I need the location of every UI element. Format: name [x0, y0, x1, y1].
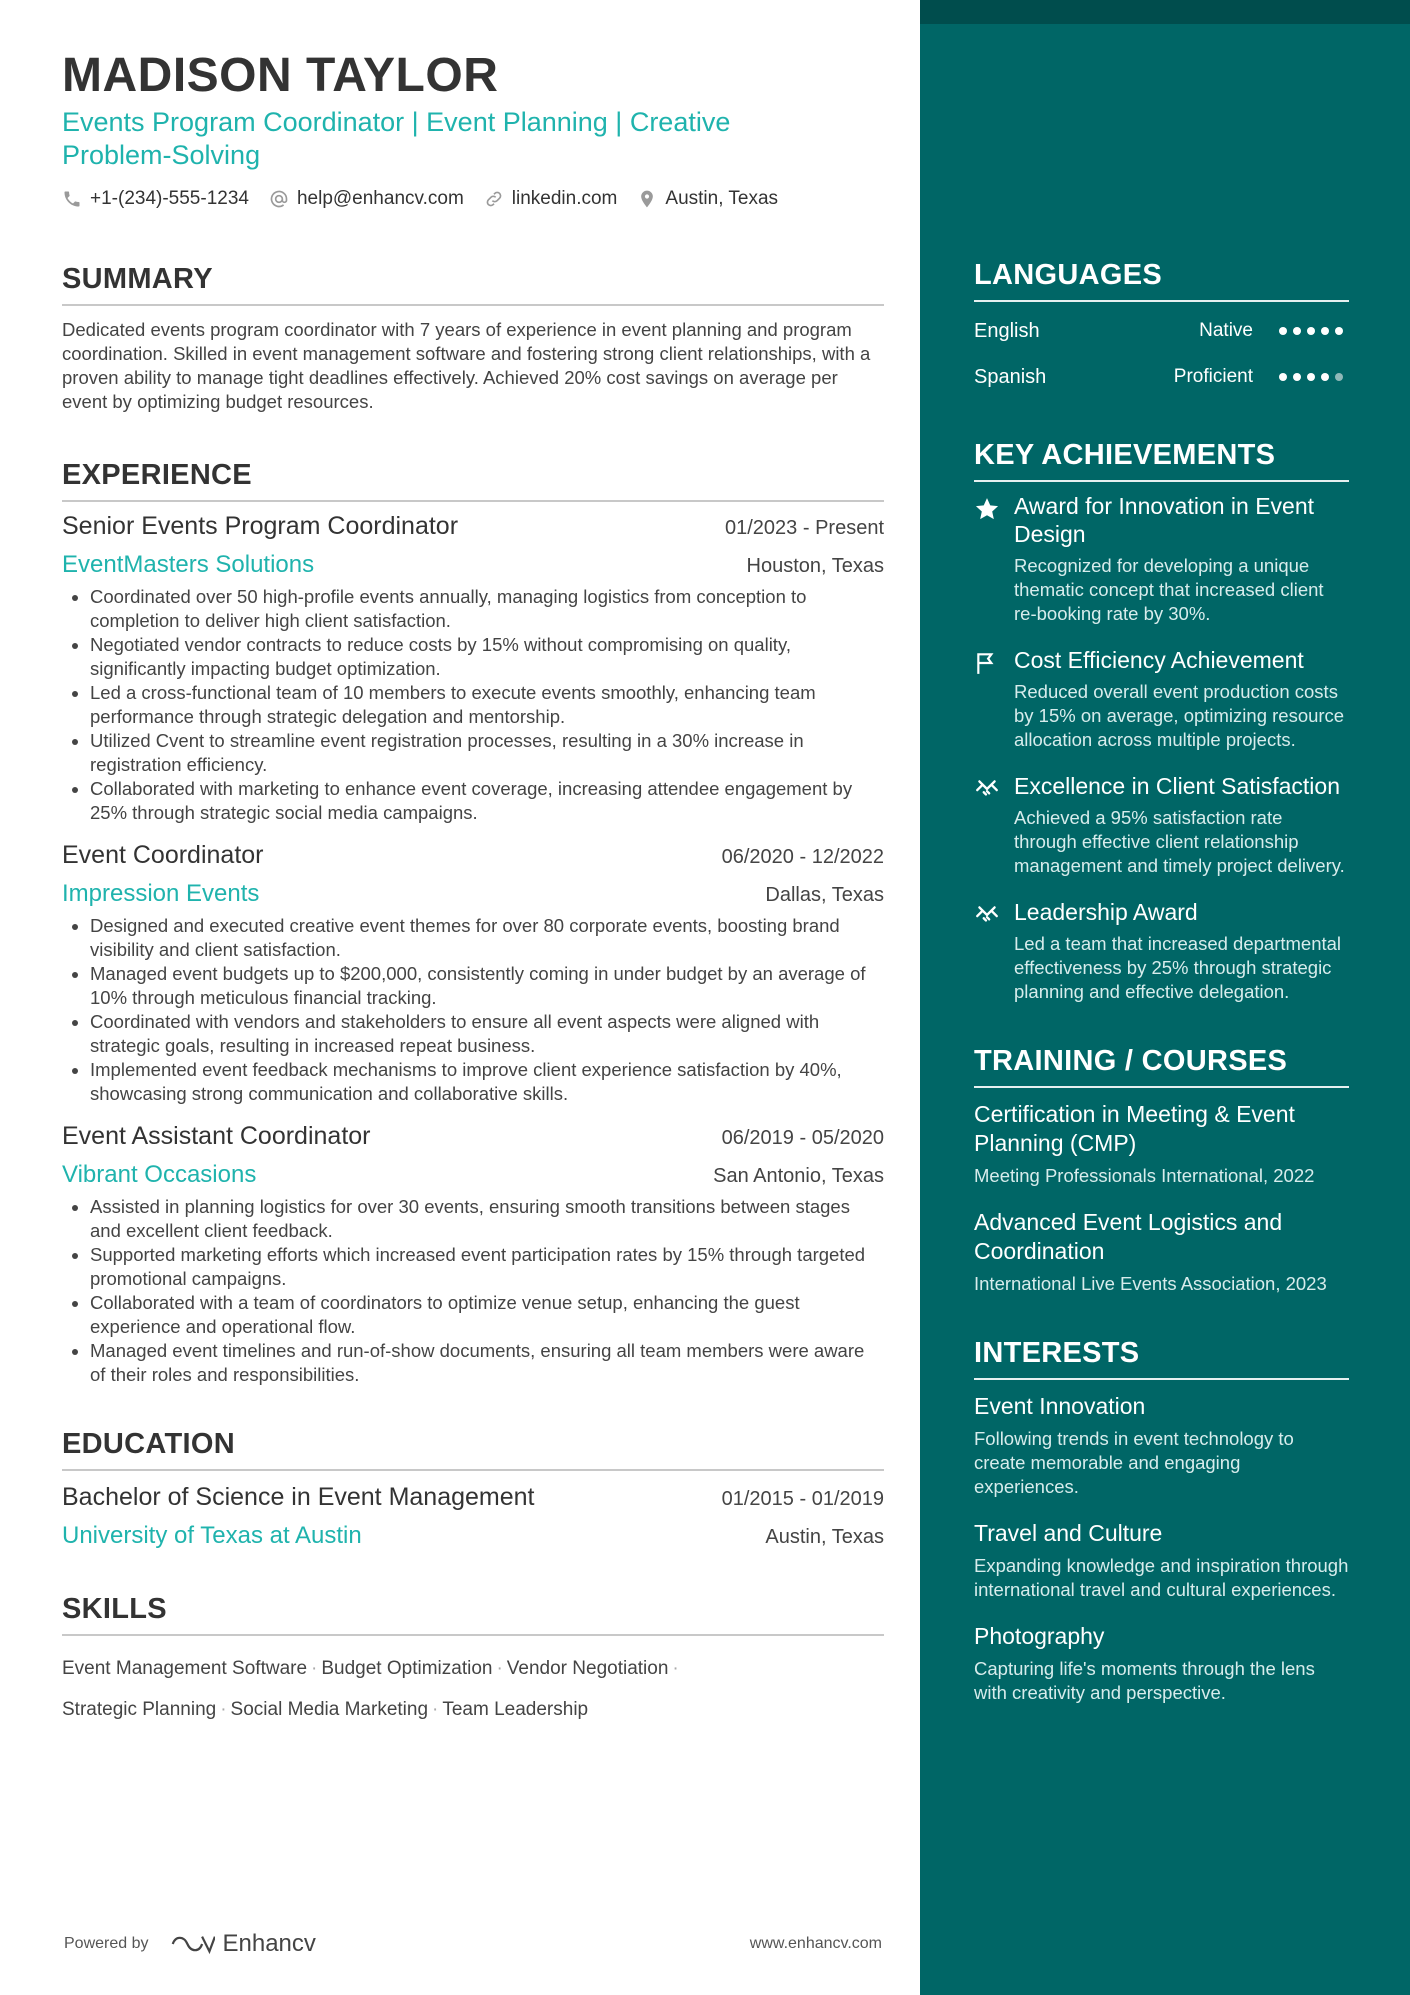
powered-by-text: Powered by: [64, 1935, 149, 1952]
job-dates: 06/2020 - 12/2022: [721, 846, 884, 868]
interests-heading: INTERESTS: [974, 1337, 1140, 1369]
interest-title: Event Innovation: [974, 1393, 1146, 1419]
handshake-icon: [974, 898, 1004, 1004]
achievement-body: [1014, 492, 1349, 626]
course-item: [974, 1100, 1349, 1188]
language-row: [974, 360, 1349, 394]
interest-item: [974, 1392, 1349, 1499]
brand-name: Enhancv: [222, 1930, 316, 1957]
company-name: Impression Events: [62, 880, 260, 907]
at-icon: [269, 189, 289, 209]
achievement-body: [1014, 646, 1349, 752]
website-link[interactable]: www.enhancv.com: [749, 1935, 882, 1952]
brand-logo[interactable]: [169, 1930, 316, 1958]
job-bullet: • Implemented event feedback mechanisms to improve client experience satisfaction by 40%, showcasing strong communication and collaborative skills.: [90, 1058, 884, 1106]
achievements-heading: KEY ACHIEVEMENTS: [974, 439, 1276, 471]
job-dates: 01/2023 - Present: [725, 517, 884, 539]
contact-bar: [62, 188, 884, 210]
summary-text: Dedicated events program coordinator with 7 years of experience in event planning and program coordination. Skilled in event management software and fostering strong client relationships, with a proven ability to manage tight deadlines effectively. Achieved 20% cost savings on average per event by optimizing budget resources.: [62, 319, 871, 412]
job-bullet: • Managed event timelines and run-of-show documents, ensuring all team members were aware of their roles and responsibilities.: [90, 1339, 884, 1387]
skills-section: [62, 1592, 884, 1730]
candidate-title: Events Program Coordinator | Event Planning | Creative Problem-Solving: [62, 107, 731, 170]
sidebar-top-band: [920, 0, 1410, 24]
interest-desc: Capturing life's moments through the lens with creativity and perspective.: [974, 1658, 1315, 1703]
achievement-body: [1014, 898, 1349, 1004]
skill-separator: ·: [432, 1699, 439, 1720]
achievement-title: Leadership Award: [1014, 899, 1198, 925]
achievement-body: [1014, 772, 1349, 878]
job-bullet: • Designed and executed creative event themes for over 80 corporate events, boosting brand visibility and client satisfaction.: [90, 914, 884, 962]
skill-item: Budget Optimization: [321, 1658, 493, 1679]
interest-desc: Expanding knowledge and inspiration through international travel and cultural experiences.: [974, 1555, 1349, 1600]
main-column: [62, 48, 884, 1730]
flag-icon: [974, 646, 1004, 752]
experience-section: [62, 458, 884, 1387]
education-section: [62, 1427, 884, 1550]
education-school-row: [62, 1522, 884, 1550]
phone-text: +1-(234)-555-1234: [90, 188, 249, 209]
degree: Bachelor of Science in Event Management: [62, 1483, 535, 1511]
section-divider: [974, 480, 1349, 482]
job-bullet: • Led a cross-functional team of 10 members to execute events smoothly, enhancing team performance through strategic delegation and mentorship.: [90, 681, 884, 729]
section-divider: [62, 304, 884, 306]
location-pin-icon: [637, 189, 657, 209]
summary-section: [62, 262, 884, 414]
language-name: Spanish: [974, 365, 1047, 388]
proficiency-dot-filled: [1335, 327, 1343, 335]
section-divider: [974, 1378, 1349, 1380]
skill-separator: ·: [672, 1658, 679, 1679]
job-bullets: [62, 1195, 884, 1387]
proficiency-dot-empty: [1335, 373, 1343, 381]
job-header-row: [62, 512, 884, 541]
job-bullet: • Assisted in planning logistics for over 30 events, ensuring smooth transitions between stages and excellent client feedback.: [90, 1195, 884, 1243]
training-section: [974, 1044, 1349, 1296]
interest-title: Photography: [974, 1623, 1105, 1649]
interest-item: [974, 1622, 1349, 1705]
job-bullet: • Coordinated with vendors and stakeholders to ensure all event aspects were aligned with strategic goals, resulting in increased repeat business.: [90, 1010, 884, 1058]
language-level: Native: [1199, 320, 1253, 341]
skill-item: Vendor Negotiation: [506, 1658, 669, 1679]
proficiency-dot-filled: [1279, 327, 1287, 335]
job-bullet: • Collaborated with marketing to enhance event coverage, increasing attendee engagement by 25% through strategic social media campaigns.: [90, 777, 884, 825]
linkedin-text: linkedin.com: [511, 188, 618, 209]
job-location: San Antonio, Texas: [713, 1165, 884, 1187]
achievement-item: [974, 772, 1349, 878]
proficiency-dot-filled: [1307, 373, 1315, 381]
achievement-item: [974, 898, 1349, 1004]
language-name: English: [974, 319, 1040, 342]
proficiency-dot-filled: [1279, 373, 1287, 381]
skills-list: [62, 1648, 884, 1730]
education-heading: EDUCATION: [62, 1428, 235, 1460]
contact-email[interactable]: [269, 188, 464, 210]
job-entry: [62, 512, 884, 825]
training-heading: TRAINING / COURSES: [974, 1045, 1288, 1077]
location-text: Austin, Texas: [665, 188, 779, 209]
job-company-row: [62, 551, 884, 579]
candidate-name: MADISON TAYLOR: [62, 49, 499, 102]
job-bullet: • Managed event budgets up to $200,000, consistently coming in under budget by an average of 10% through meticulous financial tracking.: [90, 962, 884, 1010]
sidebar: [920, 0, 1410, 1995]
section-divider: [974, 300, 1349, 302]
section-divider: [62, 1469, 884, 1471]
skill-item: Social Media Marketing: [230, 1699, 429, 1720]
job-bullet: • Utilized Cvent to streamline event registration processes, resulting in a 30% increase in registration efficiency.: [90, 729, 884, 777]
interest-title: Travel and Culture: [974, 1520, 1163, 1546]
contact-linkedin[interactable]: [484, 188, 618, 210]
interest-item: [974, 1519, 1349, 1602]
link-icon: [484, 189, 504, 209]
proficiency-dot-filled: [1321, 373, 1329, 381]
language-proficiency-dots: [1279, 327, 1349, 335]
skill-item: Event Management Software: [62, 1658, 308, 1679]
company-name: EventMasters Solutions: [62, 551, 315, 578]
job-title: Event Assistant Coordinator: [62, 1122, 371, 1150]
section-divider: [62, 1634, 884, 1636]
job-dates: 06/2019 - 05/2020: [721, 1127, 884, 1149]
course-item: [974, 1208, 1349, 1296]
job-location: Dallas, Texas: [765, 884, 884, 906]
achievement-desc: Recognized for developing a unique thematic concept that increased client re-booking rate by 30%.: [1014, 555, 1324, 624]
achievement-desc: Achieved a 95% satisfaction rate through effective client relationship management and timely project delivery.: [1014, 807, 1345, 876]
language-proficiency-dots: [1279, 373, 1349, 381]
achievement-item: [974, 492, 1349, 626]
star-icon: [974, 492, 1004, 626]
education-dates: 01/2015 - 01/2019: [721, 1488, 884, 1510]
phone-icon: [62, 189, 82, 209]
job-bullet: • Coordinated over 50 high-profile events annually, managing logistics from conception to completion to deliver high client satisfaction.: [90, 585, 884, 633]
job-entry: [62, 1122, 884, 1387]
course-desc: International Live Events Association, 2023: [974, 1273, 1327, 1294]
job-bullets: [62, 914, 884, 1106]
achievement-item: [974, 646, 1349, 752]
skill-item: Strategic Planning: [62, 1699, 217, 1720]
achievement-title: Award for Innovation in Event Design: [1014, 493, 1315, 547]
contact-location: [637, 188, 778, 210]
language-level: Proficient: [1173, 366, 1253, 387]
job-company-row: [62, 880, 884, 908]
course-title: Advanced Event Logistics and Coordination: [974, 1209, 1283, 1264]
languages-section: [974, 258, 1349, 394]
proficiency-dot-filled: [1293, 327, 1301, 335]
job-entry: [62, 841, 884, 1106]
course-title: Certification in Meeting & Event Planning (CMP): [974, 1101, 1295, 1156]
job-bullet: • Collaborated with a team of coordinators to optimize venue setup, enhancing the guest experience and operational flow.: [90, 1291, 884, 1339]
skill-separator: ·: [220, 1699, 227, 1720]
language-row: [974, 314, 1349, 348]
achievements-section: [974, 438, 1349, 1004]
brand-block: [64, 1930, 316, 1958]
job-bullet: • Negotiated vendor contracts to reduce costs by 15% without compromising on quality, significantly impacting budget optimization.: [90, 633, 884, 681]
skills-heading: SKILLS: [62, 1593, 167, 1625]
languages-heading: LANGUAGES: [974, 259, 1162, 291]
skill-item: Team Leadership: [442, 1699, 589, 1720]
interests-section: [974, 1336, 1349, 1705]
job-title: Event Coordinator: [62, 841, 264, 869]
job-location: Houston, Texas: [746, 555, 884, 577]
email-text: help@enhancv.com: [296, 188, 464, 209]
company-name: Vibrant Occasions: [62, 1161, 257, 1188]
achievement-title: Excellence in Client Satisfaction: [1014, 773, 1340, 799]
section-divider: [974, 1086, 1349, 1088]
job-company-row: [62, 1161, 884, 1189]
job-bullet: • Supported marketing efforts which increased event participation rates by 15% through targeted promotional campaigns.: [90, 1243, 884, 1291]
school-location: Austin, Texas: [765, 1526, 884, 1548]
job-header-row: [62, 1122, 884, 1151]
job-header-row: [62, 841, 884, 870]
education-header-row: [62, 1483, 884, 1512]
skill-separator: ·: [311, 1658, 318, 1679]
footer: [64, 1930, 882, 1958]
course-desc: Meeting Professionals International, 2022: [974, 1165, 1315, 1186]
handshake-icon: [974, 772, 1004, 878]
achievement-desc: Reduced overall event production costs by 15% on average, optimizing resource allocation across multiple projects.: [1014, 681, 1345, 750]
sidebar-content: [974, 258, 1349, 1705]
achievement-desc: Led a team that increased departmental effectiveness by 25% through strategic planning and effective delegation.: [1014, 933, 1342, 1002]
summary-heading: SUMMARY: [62, 263, 213, 295]
proficiency-dot-filled: [1321, 327, 1329, 335]
skill-separator: ·: [496, 1658, 503, 1679]
achievement-title: Cost Efficiency Achievement: [1014, 647, 1304, 673]
proficiency-dot-filled: [1307, 327, 1315, 335]
job-bullets: [62, 585, 884, 825]
school-name: University of Texas at Austin: [62, 1522, 362, 1549]
interest-desc: Following trends in event technology to create memorable and engaging experiences.: [974, 1428, 1294, 1497]
contact-phone[interactable]: [62, 188, 249, 210]
enhancv-logo-icon: [169, 1933, 215, 1955]
job-title: Senior Events Program Coordinator: [62, 512, 459, 540]
section-divider: [62, 500, 884, 502]
proficiency-dot-filled: [1293, 373, 1301, 381]
experience-heading: EXPERIENCE: [62, 459, 252, 491]
